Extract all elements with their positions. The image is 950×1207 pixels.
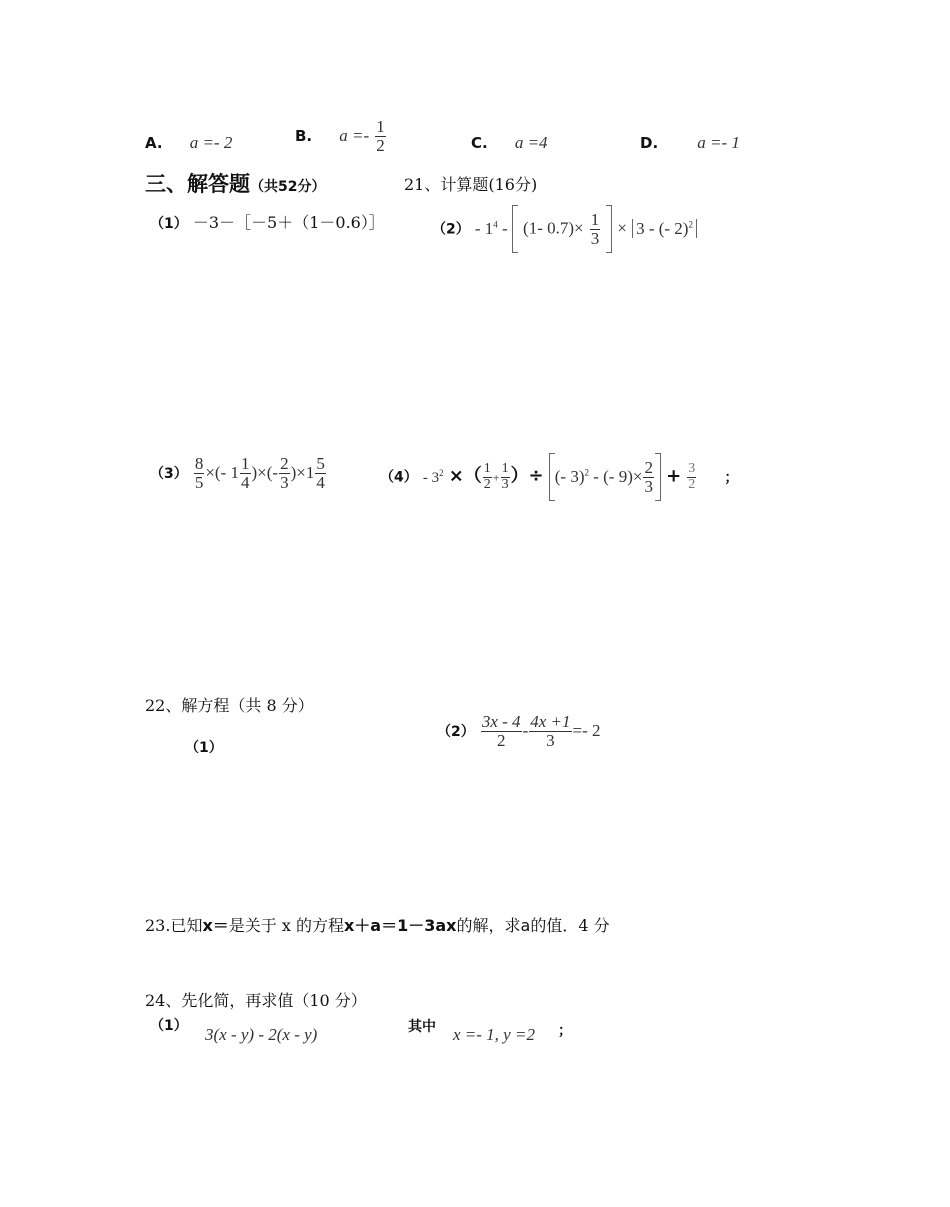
q23-text: 23.已知x＝是关于 x 的方程x＋a＝1－3ax的解，求a的值．4 分 [145,916,610,935]
q21-p4-plus: + [492,470,500,485]
q21-p4-term2: (- 3)$^2$ - (- 9)× [554,466,643,486]
q21-title: 21、计算题(16分) [404,175,538,194]
q21-p4-semicolon: ； [724,469,739,486]
section-heading [145,168,325,198]
q21-p3-text3: )×1 [290,462,315,482]
q21-p2 [432,205,697,253]
right-bracket [655,453,661,501]
q21-p3-label: （3） [150,465,188,482]
section-points: （共52分） [250,179,326,195]
q21-p4-divide: ）÷ [510,465,544,487]
q22-p2-minus: - [522,720,529,740]
choice-d-label: D. [640,134,659,152]
q21-p4-frac1: $\frac{1}{2}$ [483,460,491,492]
q22-p2 [437,713,601,750]
q21-p3-frac2: $\frac{1}{4}$ [241,454,250,492]
choice-b-frac-num: 1 [376,117,385,136]
choice-b-label: B. [295,126,313,145]
q24-expr: 3(x - y) - 2(x - y) [205,1025,318,1044]
q22-title: 22、解方程（共 8 分） [145,696,314,715]
q21-p2-term3: 3 - (- 2)$^2$ [632,219,697,238]
right-bracket [606,205,612,253]
choice-c-label: C. [471,134,488,152]
q21-p2-term2: (1- 0.7)× [523,218,584,238]
q21-p3-frac3: $\frac{2}{3}$ [280,454,289,492]
q21-p3-frac4: $\frac{5}{4}$ [316,454,325,492]
q22-p2-frac1: $\frac{3x - 4}{2}$ [481,712,521,750]
q24-p1-label: （1） [150,1018,188,1034]
choice-b-fraction [375,118,386,155]
q21-p1-expr: －3－［－5＋（1－0.6）］ [192,213,385,232]
choice-b-frac-den: 2 [376,135,385,155]
q21-p2-label: （2） [432,221,470,238]
choice-a-expr: a =- 2 [189,133,233,152]
choice-d [640,133,740,153]
q21-p3-text1: ×(- 1 [205,462,240,482]
q21-p1 [150,210,385,233]
q21-p4-term1: - $3^2$ [422,467,444,486]
q21-p2-term1: - $1^4$ - [474,218,512,238]
q21-p3-text2: )×(- [251,462,279,482]
choice-d-expr: a =- 1 [697,133,740,152]
q21-p4-plus2: + [666,465,682,487]
q21-p4-times: ×（ [448,465,482,487]
choice-a [145,133,232,153]
q22-p2-rhs: =- 2 [572,720,601,740]
q21-p3-frac1: $\frac{8}{5}$ [194,454,204,492]
q24-where: 其中 [408,1019,436,1035]
q21-p2-times: × [617,218,627,238]
q24-semicolon: ； [558,1023,572,1039]
q24-condition: x =- 1, y =2 [453,1025,535,1044]
q21-p4-frac4: $\frac{3}{2}$ [688,460,696,492]
q21-p4 [380,453,738,501]
choice-c [471,133,548,153]
q24-title: 24、先化简，再求值（10 分） [145,991,367,1010]
q21-p3 [150,455,327,492]
q22-p1-label: （1） [185,740,223,756]
choice-b-expr: a =- [339,125,370,145]
q21-p2-fraction: $\frac{1}{3}$ [590,209,600,248]
choice-b [295,118,387,155]
section-title: 三、解答题 [145,172,250,196]
q21-p4-frac3: $\frac{2}{3}$ [644,457,653,496]
choice-c-expr: a =4 [514,133,548,152]
q21-p4-label: （4） [380,469,418,486]
q22-p2-label: （2） [437,723,475,740]
q21-p4-frac2: $\frac{1}{3}$ [501,460,509,492]
q21-p1-label: （1） [150,216,188,232]
q22-p2-frac2: $\frac{4x +1}{3}$ [530,712,571,750]
left-bracket [512,205,518,253]
choice-a-label: A. [145,134,163,152]
